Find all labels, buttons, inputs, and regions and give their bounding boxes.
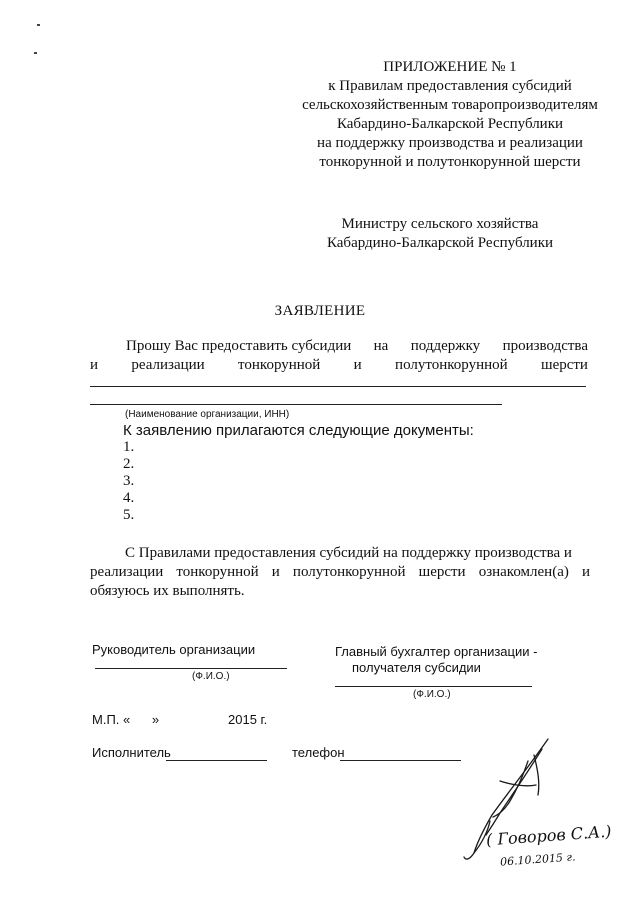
list-item: 5. [123,507,135,523]
list-item: 2. [123,456,135,472]
recipient-block [290,215,590,253]
request-word: производства [502,338,588,354]
handwritten-date: 06.10.2015 г. [499,850,576,869]
appendix-line: сельскохозяйственным товаропроизводителям [302,97,598,113]
request-line-1 [126,338,588,355]
scan-mark-2 [34,52,37,54]
executor-line[interactable] [166,760,267,761]
request-word: тонкорунной [238,357,321,373]
head-fio-caption: (Ф.И.О.) [192,671,230,682]
request-word: реализации [131,357,205,373]
appendix-line: к Правилам предоставления субсидий [328,78,572,94]
head-signature-line[interactable] [95,668,287,669]
ack-line-1: С Правилами предоставления субсидий на поддержку производства и [125,545,572,561]
documents-list [123,439,134,524]
ack-word: и [271,564,280,580]
organization-line-2[interactable] [90,404,502,405]
ack-word: и [581,564,590,580]
list-item: 3. [123,473,135,489]
organization-line-1[interactable] [90,386,586,387]
request-word: на [373,338,389,354]
ack-word: полутонкорунной [292,564,406,580]
appendix-header [290,58,610,172]
handwritten-signature [430,735,620,895]
request-word: и [90,357,99,373]
year-label: 2015 г. [228,712,268,727]
stamp-date-label: М.П. « » [92,712,160,727]
request-word: Прошу Вас предоставить субсидии [126,338,352,354]
recipient-line: Министру сельского хозяйства [341,216,539,232]
accountant-label-2: получателя субсидии [352,660,481,675]
ack-line-3: обязуюсь их выполнять. [90,583,245,599]
executor-label: Исполнитель [92,745,171,760]
request-word: полутонкорунной [395,357,508,373]
accountant-label-1: Главный бухгалтер организации - [335,644,538,659]
ack-line-2 [90,563,590,582]
request-line-2 [90,357,588,374]
recipient-line: Кабардино-Балкарской Республики [326,235,554,251]
documents-intro: К заявлению прилагаются следующие документы: [123,422,474,439]
head-label: Руководитель организации [92,642,256,657]
request-word: поддержку [410,338,481,354]
scan-mark-1 [37,24,40,26]
ack-word: тонкорунной [176,564,259,580]
accountant-fio-caption: (Ф.И.О.) [413,689,451,700]
request-word: шерсти [541,357,588,373]
ack-word: реализации [90,564,164,580]
ack-word: шерсти [418,564,466,580]
appendix-title: ПРИЛОЖЕНИЕ № 1 [383,59,517,75]
phone-label: телефон [292,745,345,760]
ack-word: ознакомлен(а) [478,564,569,580]
appendix-line: Кабардино-Балкарской Республики [336,116,564,132]
list-item: 4. [123,490,135,506]
accountant-signature-line[interactable] [335,686,532,687]
organization-caption: (Наименование организации, ИНН) [125,409,290,420]
appendix-line: тонкорунной и полутонкорунной шерсти [319,154,581,170]
document-title: ЗАЯВЛЕНИЕ [274,303,366,319]
handwritten-name: ( Говоров С.А.) [485,821,613,850]
acknowledgement-paragraph [90,544,590,601]
request-word: и [353,357,362,373]
list-item: 1. [123,439,135,455]
appendix-line: на поддержку производства и реализации [317,135,583,151]
